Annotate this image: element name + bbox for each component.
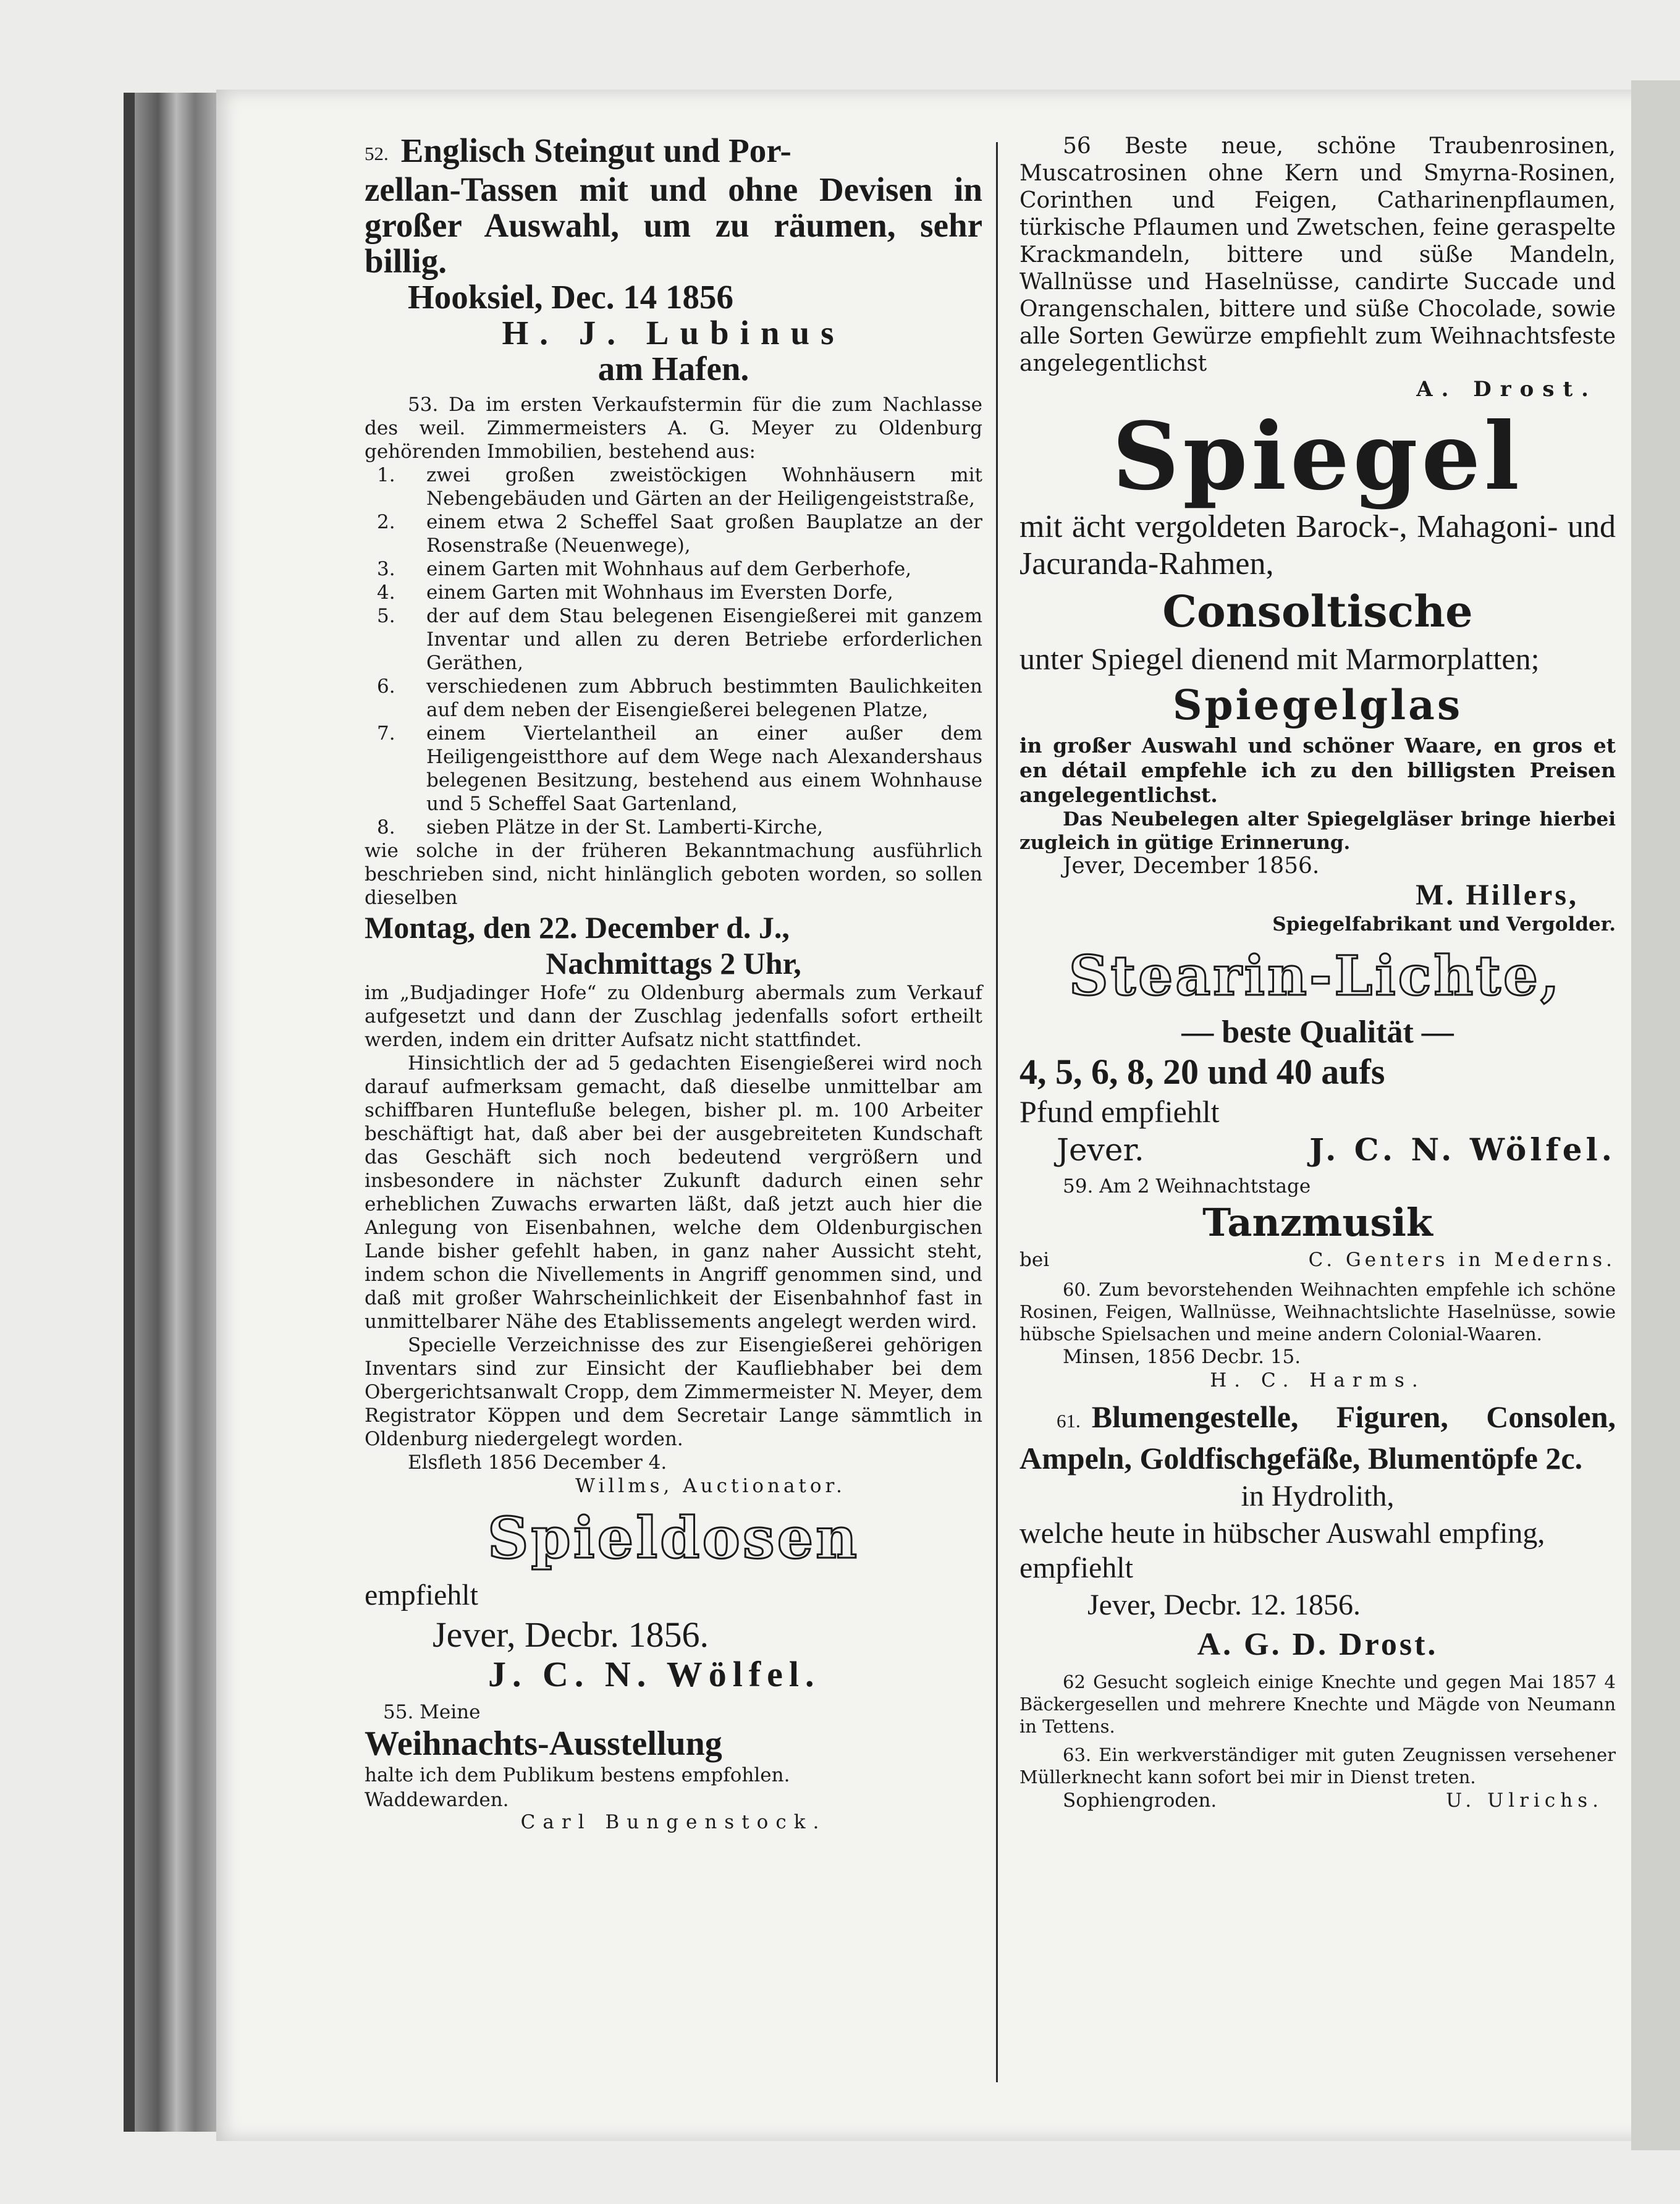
ad-54-title: Spieldosen (487, 1505, 860, 1572)
ad-59-bei: bei (1019, 1249, 1050, 1271)
ad-52-line1: Englisch Steingut und Por- (400, 132, 791, 169)
ad-53-signature: Willms, Auctionator. (575, 1475, 846, 1498)
ad-61-line1 (1019, 1398, 1616, 1477)
ad-55-place: Waddewarden. (365, 1789, 509, 1812)
ad-53-list (365, 463, 982, 839)
ad-58-name: J. C. N. Wölfel. (1309, 1131, 1616, 1168)
ad-53 (365, 393, 982, 1498)
ad-53-place: Elsfleth 1856 December 4. (408, 1451, 667, 1474)
ad-58 (1019, 942, 1616, 1168)
ad-53-para2: Hinsichtlich der ad 5 gedachten Eisengießerei wird noch darauf aufmerksam gemacht, daß dieselbe unmittelbar am schiffbaren Huntefluße belegen, bisher pl. m. 100 Arbeiter beschäftigt hat, daß aber bei der ausgebreiteten Kundschaft das Geschäft sich noch bedeutend vergrößern und insbesondere in nächster Zukunft dadurch einen sehr erheblichen Zuwachs erwarten läßt, daß jetzt auch hier die Anlegung von Eisenbahnen, welche dem Oldenburgischen Lande bisher gefehlt haben, in ganz naher Aussicht steht, indem schon die Nivellements in Angriff genommen sind, und daß mit großer Wahrscheinlichkeit der Eisenbahnhof fast in unmittelbarer Nähe des Etablissements angelegt werden wird. (365, 1052, 982, 1333)
ad-53-date-line2: Nachmittags 2 Uhr, (546, 946, 801, 981)
ad-63-text: 63. Ein werkverständiger mit guten Zeugnissen versehener Müllerknecht kann sofort bei mir in Dienst treten. (1019, 1744, 1616, 1788)
ad-59-intro: 59. Am 2 Weihnachtstage (1063, 1175, 1311, 1197)
ad-53-after-list: wie solche in der früheren Bekanntmachung ausführlich beschrieben sind, nicht hinlänglich geboten worden, so sollen dieselben (365, 840, 982, 910)
ad-59-title: Tanzmusik (1202, 1200, 1433, 1245)
ad-53-intro: 53. Da im ersten Verkaufstermin für die zum Nachlasse des weil. Zimmermeisters A. G. Meyer zu Oldenburg gehörenden Immobilien, bestehend aus: (365, 394, 982, 463)
ad-57-title3: Spiegelglas (1172, 681, 1463, 729)
ad-59 (1019, 1175, 1616, 1272)
ad-58-subtitle: — beste Qualität — (1181, 1015, 1454, 1050)
list-item: 2. einem etwa 2 Scheffel Saat großen Bauplatze an der Rosenstraße (Neuenwege), (377, 511, 982, 557)
ad-58-signature-row (1019, 1131, 1616, 1168)
book-page-edges (124, 93, 227, 2132)
ad-60-name: H. C. Harms. (1210, 1369, 1425, 1391)
ad-57-role: Spiegelfabrikant und Vergolder. (1272, 913, 1616, 935)
list-item: 3. einem Garten mit Wohnhaus auf dem Gerberhofe, (377, 558, 912, 581)
ad-61-number: 61. (1057, 1410, 1081, 1432)
ad-59-signature-row (1019, 1248, 1616, 1272)
ad-57 (1019, 402, 1616, 936)
list-item: 6. verschiedenen zum Abbruch bestimmten Baulichkeiten auf dem neben der Eisengießerei belegenen Platze, (377, 675, 982, 722)
ad-60-place: Minsen, 1856 Decbr. 15. (1063, 1346, 1301, 1368)
ad-54-line1: empfiehlt (365, 1579, 478, 1612)
ad-54 (365, 1504, 982, 1694)
ad-55-title: Weihnachts-Ausstellung (365, 1725, 722, 1763)
ad-60-text: 60. Zum bevorstehenden Weihnachten empfehle ich schöne Rosinen, Feigen, Wallnüsse, Weihnachtslichte Haselnüsse, sowie hübsche Spielsachen und meine andern Colonial-Waaren. (1019, 1279, 1616, 1345)
ad-63-name: U. Ulrichs. (1446, 1789, 1603, 1812)
ad-58-sizes: 4, 5, 6, 8, 20 und 40 aufs (1019, 1052, 1385, 1092)
ad-55-name: Carl Bungenstock. (520, 1811, 827, 1834)
list-item: 4. einem Garten mit Wohnhaus im Eversten Dorfe, (377, 581, 893, 604)
ad-61-line3: welche heute in hübscher Auswahl empfing, empfiehlt (1019, 1517, 1545, 1584)
ad-57-name: M. Hillers, (1416, 879, 1579, 911)
ad-52-address: am Hafen. (597, 350, 749, 388)
ad-56 (1019, 133, 1616, 401)
ad-53-date-line1: Montag, den 22. December d. J., (365, 910, 790, 945)
list-item: 7. einem Viertelantheil an einer außer dem Heiligengeistthore auf dem Wege nach Alexandershaus belegenen Besitzung, bestehend aus einem Wohnhause und 5 Scheffel Saat Gartenland, (377, 722, 982, 816)
ad-58-title: Stearin-Lichte, (1069, 944, 1562, 1008)
list-item: 8. sieben Plätze in der St. Lamberti-Kirche, (377, 816, 824, 839)
ad-62 (1019, 1671, 1616, 1737)
list-item: 1. zwei großen zweistöckigen Wohnhäusern mit Nebengebäuden und Gärten an der Heiligengeiststraße, (377, 464, 982, 510)
ad-55-text: halte ich dem Publikum bestens empfohlen. (365, 1764, 790, 1787)
ad-57-line2: unter Spiegel dienend mit Marmorplatten; (1019, 641, 1540, 676)
ad-55 (365, 1700, 982, 1834)
ad-61-name: A. G. D. Drost. (1197, 1627, 1438, 1662)
ad-61 (1019, 1398, 1616, 1665)
ad-52-line2: zellan-Tassen mit und ohne Devisen in großer Auswahl, um zu räumen, sehr billig. (365, 171, 982, 281)
ad-61-line1-text: Blumengestelle, Figuren, Consolen, Ampeln, Goldfischgefäße, Blumentöpfe 2c. (1019, 1400, 1616, 1476)
list-item: 5. der auf dem Stau belegenen Eisengießerei mit ganzem Inventar und allen zu deren Betriebe erforderlichen Geräthen, (377, 605, 982, 675)
ad-54-name: J. C. N. Wölfel. (488, 1654, 821, 1695)
ad-63 (1019, 1744, 1616, 1813)
ad-57-line4: Das Neubelegen alter Spiegelgläser bringe hierbei zugleich in gütige Erinnerung. (1019, 808, 1616, 854)
ad-52-name: H. J. Lubinus (502, 314, 845, 352)
ad-56-text: 56 Beste neue, schöne Traubenrosinen, Muscatrosinen ohne Kern und Smyrna-Rosinen, Corinthen und Feigen, Catharinenpflaumen, türkische Pflaumen und Zwetschen, feine geraspelte Krackmandeln, bittere und süße Mandeln, Wallnüsse und Haselnüsse, candirte Succade und Orangenschalen, bittere und süße Chocolade, sowie alle Sorten Gewürze empfiehlt zum Weihnachtsfeste angelegentlichst (1019, 133, 1616, 376)
left-column (365, 133, 982, 1840)
ad-57-line1: mit ächt vergoldeten Barock-, Mahagoni- und Jacuranda-Rahmen, (1019, 509, 1616, 581)
ad-57-title: Spiegel (1112, 402, 1523, 511)
column-divider (996, 142, 998, 2082)
ad-53-para1: im „Budjadinger Hofe“ zu Oldenburg abermals zum Verkauf aufgesetzt und dann der Zuschlag jedenfalls sofort ertheilt werden, indem ein dritter Aufsatz nicht stattfindet. (365, 982, 982, 1052)
ad-59-name: C. Genters in Mederns. (1308, 1249, 1616, 1271)
ad-55-intro: 55. Meine (383, 1701, 481, 1724)
right-column (1019, 133, 1616, 1819)
page-right-edge (1631, 80, 1680, 2150)
ad-56-name: A. Drost. (1416, 377, 1597, 402)
ad-57-line3: in großer Auswahl und schöner Waare, en gros et en détail empfehle ich zu den billigsten Preisen angelegentlichst. (1019, 733, 1616, 807)
ad-58-line: Pfund empfiehlt (1019, 1094, 1220, 1129)
ad-52-place: Hooksiel, Dec. 14 1856 (408, 278, 734, 316)
ad-54-place: Jever, Decbr. 1856. (433, 1615, 709, 1655)
ad-60 (1019, 1278, 1616, 1392)
ad-52-number: 52. (365, 143, 389, 165)
ad-53-para3: Specielle Verzeichnisse des zur Eisengießerei gehörigen Inventars sind zur Einsicht der Kaufliebhaber bei dem Obergerichtsanwalt Cropp, dem Zimmermeister N. Meyer, dem Registrator Köppen und dem Secretair Lange sämmtlich in Oldenburg niedergelegt worden. (365, 1334, 982, 1451)
ad-62-text: 62 Gesucht sogleich einige Knechte und gegen Mai 1857 4 Bäckergesellen und mehrere Knechte und Mägde von Neumann in Tettens. (1019, 1671, 1616, 1737)
ad-57-place: Jever, December 1856. (1063, 853, 1320, 879)
ad-52 (365, 133, 982, 387)
ad-57-title2: Consoltische (1162, 586, 1473, 637)
ad-63-place: Sophiengroden. (1063, 1789, 1217, 1812)
ad-58-place: Jever. (1057, 1132, 1144, 1168)
ad-61-line2: in Hydrolith, (1241, 1480, 1395, 1513)
ad-61-place: Jever, Decbr. 12. 1856. (1087, 1589, 1361, 1621)
ad-63-signature-row (1019, 1788, 1616, 1813)
